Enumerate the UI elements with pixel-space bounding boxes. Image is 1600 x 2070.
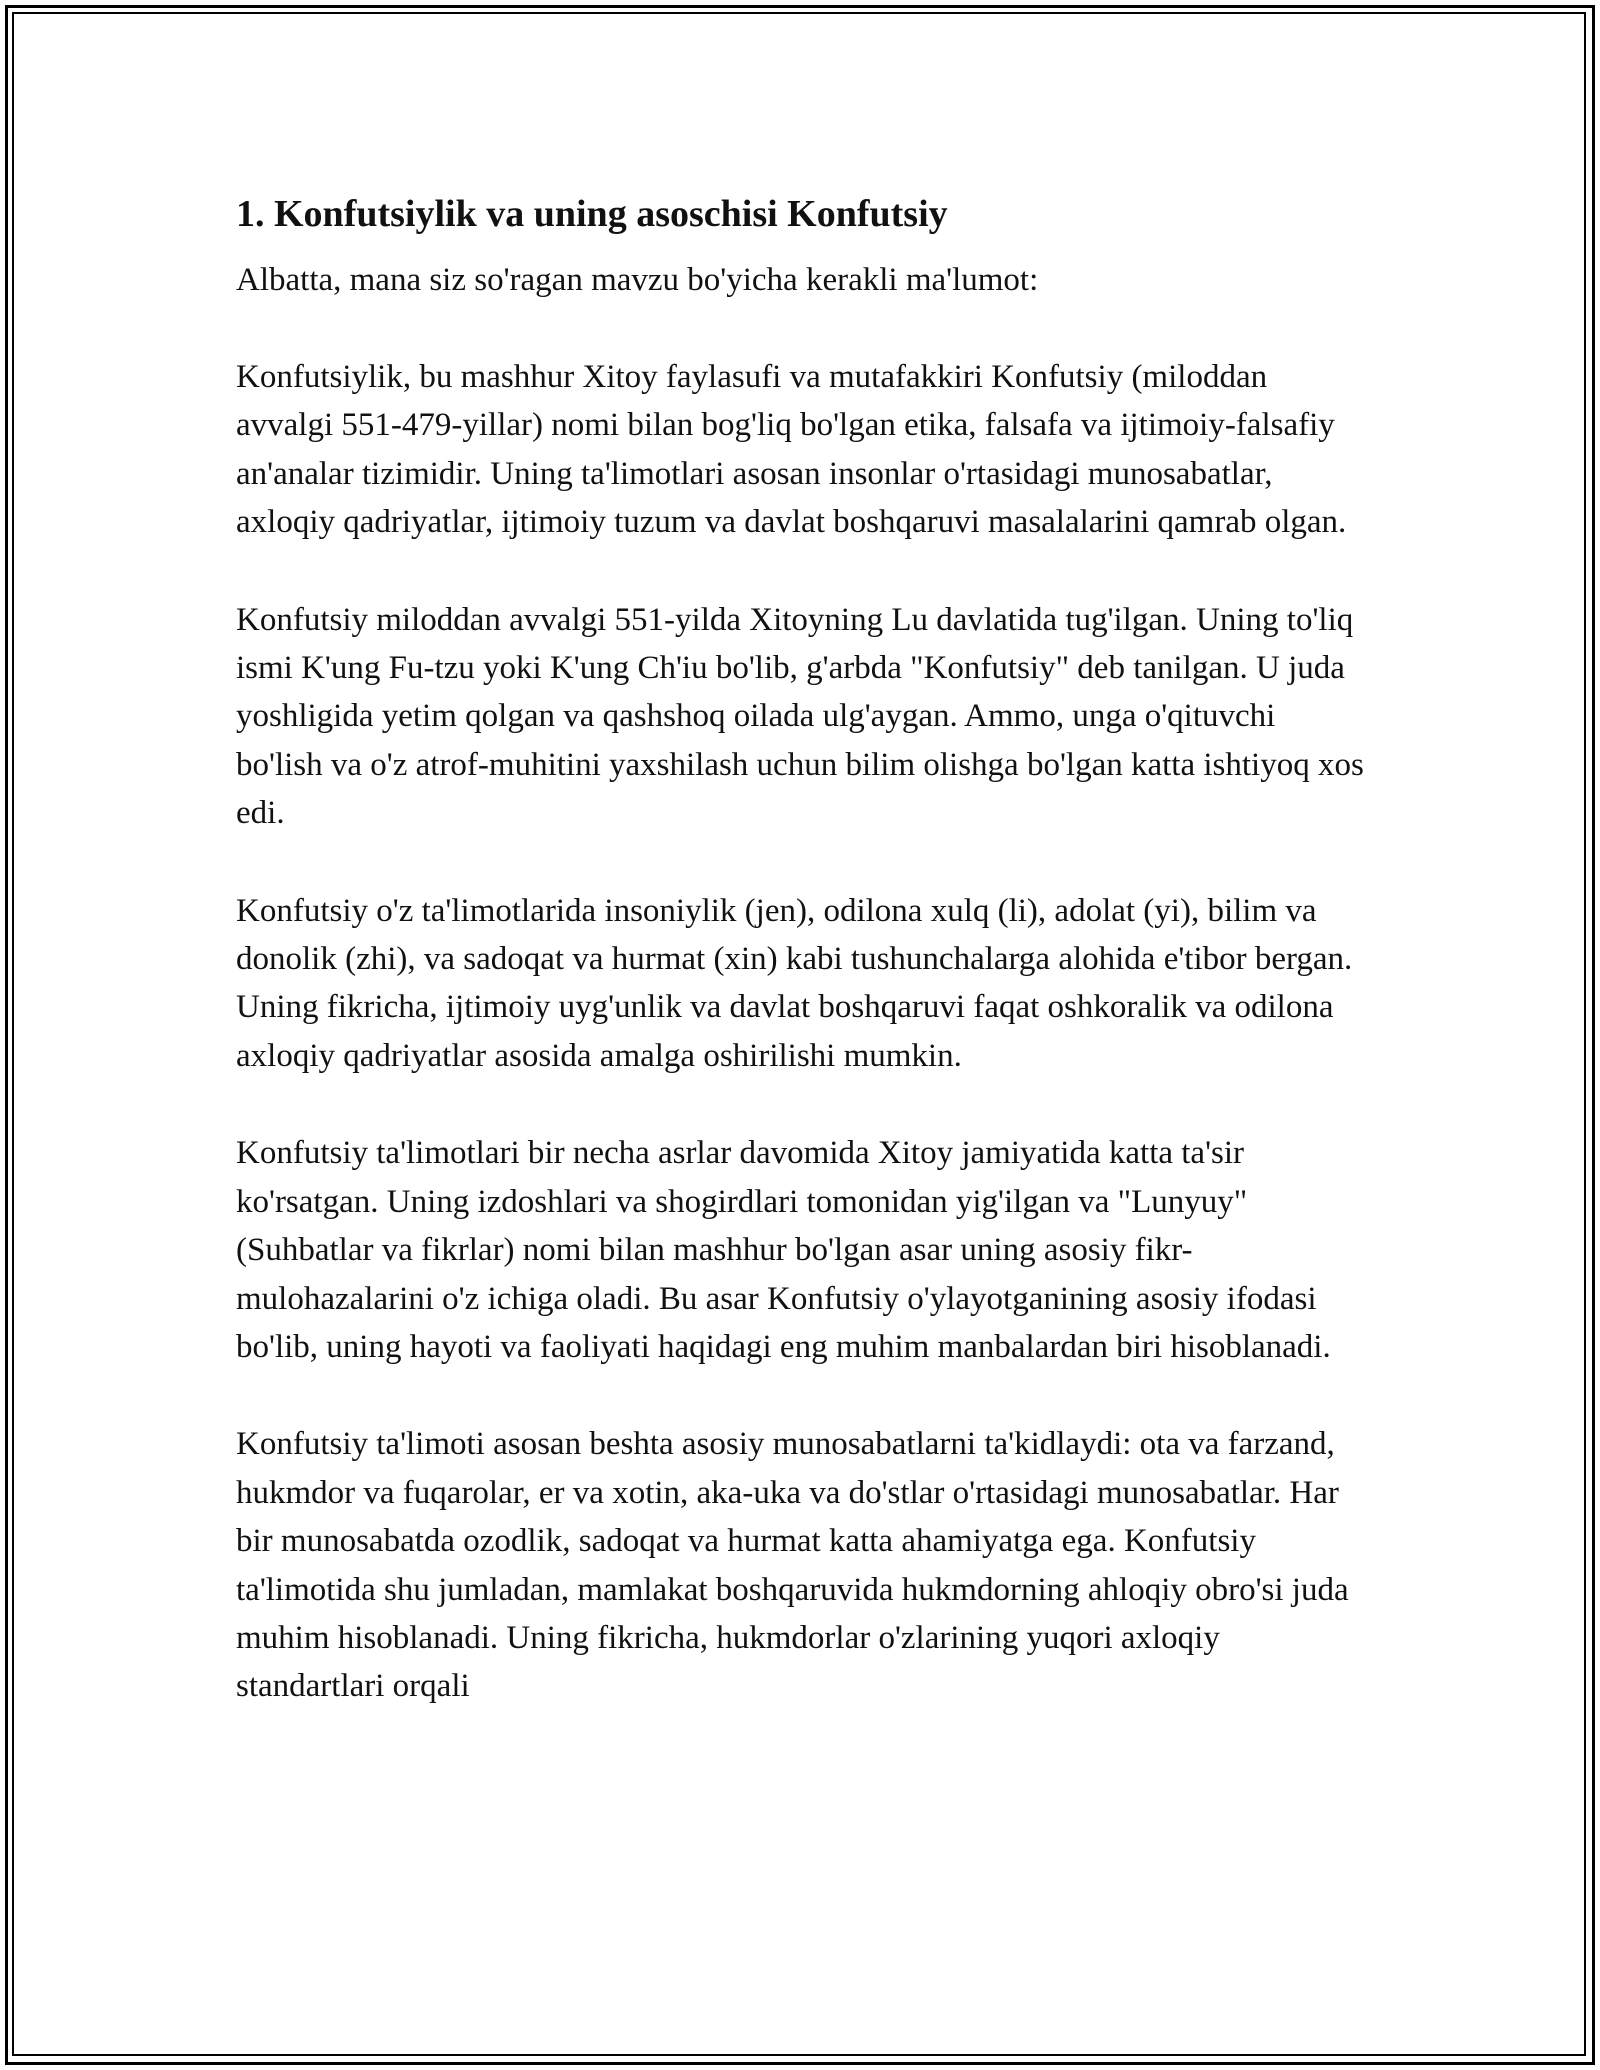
paragraph-5: Konfutsiy ta'limoti asosan beshta asosiy munosabatlarni ta'kidlaydi: ota va farzand, hukmdor va fuqarolar, er va xotin, aka-uka va do'stlar o'rtasidagi munosabatlar. Har bir munosabatda ozodlik, sadoqat va hurmat katta ahamiyatga ega. Konfutsiy ta'limotida shu jumladan, mamlakat boshqaruvida hukmdorning ahloqiy obro'si juda muhim hisoblanadi. Uning fikricha, hukmdorlar o'zlarining yuqori axloqiy standartlari orqali	[236, 1426, 1349, 1705]
section-heading: 1. Konfutsiylik va uning asoschisi Konfutsiy	[236, 193, 948, 235]
paragraph-2: Konfutsiy miloddan avvalgi 551-yilda Xitoyning Lu davlatida tug'ilgan. Uning to'liq ismi K'ung Fu-tzu yoki K'ung Ch'iu bo'lib, g'arbda "Konfutsiy" deb tanilgan. U juda yoshligida yetim qolgan va qashshoq oilada ulg'aygan. Ammo, unga o'qituvchi bo'lish va o'z atrof-muhitini yaxshilash uchun bilim olishga bo'lgan katta ishtiyoq xos edi.	[236, 601, 1364, 832]
paragraph-3: Konfutsiy o'z ta'limotlarida insoniylik (jen), odilona xulq (li), adolat (yi), bilim va donolik (zhi), va sadoqat va hurmat (xin) kabi tushunchalarga alohida e'tibor bergan. Uning fikricha, ijtimoiy uyg'unlik va davlat boshqaruvi faqat oshkoralik va odilona axloqiy qadriyatlar asosida amalga oshirilishi mumkin.	[236, 892, 1353, 1074]
intro-paragraph: Albatta, mana siz so'ragan mavzu bo'yicha kerakli ma'lumot:	[236, 262, 1039, 298]
paragraph-1: Konfutsiylik, bu mashhur Xitoy faylasufi va mutafakkiri Konfutsiy (miloddan avvalgi 551-479-yillar) nomi bilan bog'liq bo'lgan etika, falsafa va ijtimoiy-falsafiy an'analar tizimidir. Uning ta'limotlari asosan insonlar o'rtasidagi munosabatlar, axloqiy qadriyatlar, ijtimoiy tuzum va davlat boshqaruvi masalalarini qamrab olgan.	[236, 359, 1347, 541]
document-body	[236, 186, 1368, 1760]
paragraph-4: Konfutsiy ta'limotlari bir necha asrlar davomida Xitoy jamiyatida katta ta'sir ko'rsatgan. Uning izdoshlari va shogirdlari tomonidan yig'ilgan va "Lunyuy" (Suhbatlar va fikrlar) nomi bilan mashhur bo'lgan asar uning asosiy fikr-mulohazalarini o'z ichiga oladi. Bu asar Konfutsiy o'ylayotganining asosiy ifodasi bo'lib, uning hayoti va faoliyati haqidagi eng muhim manbalardan biri hisoblanadi.	[236, 1135, 1331, 1365]
